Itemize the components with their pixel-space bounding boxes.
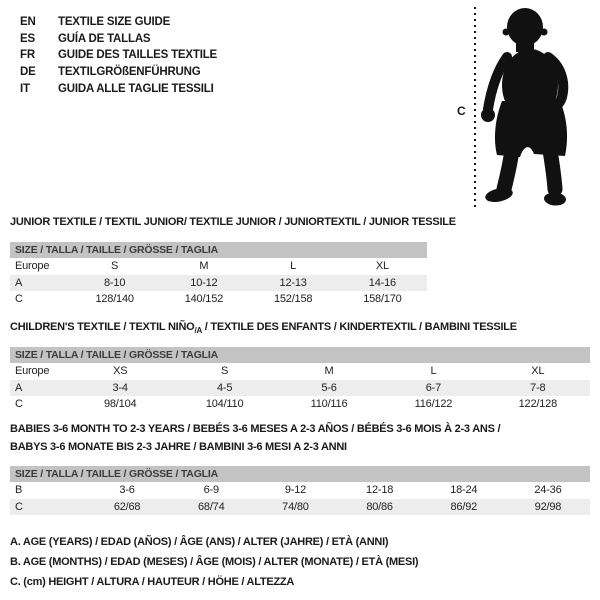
column-header: S [221, 365, 229, 378]
column-header: L [290, 260, 297, 273]
language-row [20, 14, 217, 31]
table-cell: 86/92 [450, 500, 478, 513]
table-cell: 68/74 [197, 500, 225, 513]
footnote-age-years: A. AGE (YEARS) / EDAD (AÑOS) / ÂGE (ANS) / ALTER (JAHRE) / ETÀ (ANNI) [10, 536, 389, 548]
table-cell: 122/128 [518, 398, 558, 411]
table-cell: 116/122 [414, 398, 453, 411]
language-row [20, 31, 217, 48]
table-cell: 152/158 [273, 293, 313, 306]
row-label: A [15, 276, 23, 289]
footnote-height-cm: C. (cm) HEIGHT / ALTURA / HAUTEUR / HÖHE / ALTEZZA [10, 576, 295, 588]
table-row-columns [10, 258, 427, 275]
table-cell: 3-4 [112, 381, 128, 394]
language-title-block [20, 14, 217, 97]
babies-size-table [10, 466, 590, 515]
table-cell: 104/110 [205, 398, 244, 411]
table-cell: 10-12 [190, 276, 218, 289]
language-code: ES [20, 32, 35, 45]
language-code: DE [20, 66, 36, 79]
language-row [20, 47, 217, 64]
table-cell: 74/80 [282, 500, 309, 513]
row-label: A [15, 381, 23, 394]
table-cell: 6-7 [425, 381, 442, 394]
table-row-age-months [10, 482, 590, 499]
language-row [20, 64, 217, 81]
column-header: L [430, 365, 437, 378]
children-size-table [10, 347, 590, 413]
language-code: FR [20, 49, 35, 62]
table-cell: 9-12 [284, 484, 307, 497]
table-row-height [10, 396, 590, 413]
toddler-silhouette [480, 5, 600, 213]
table-cell: 158/170 [363, 293, 402, 306]
table-cell: 3-6 [119, 484, 135, 497]
table-row-height [10, 291, 427, 308]
children-section-title [10, 318, 517, 340]
table-cell: 6-9 [203, 484, 219, 497]
table-cell: 24-36 [534, 484, 562, 497]
junior-size-table [10, 242, 427, 308]
language-code: IT [20, 82, 30, 95]
table-cell: 4-5 [216, 381, 233, 394]
table-row-age [10, 380, 590, 397]
column-header: XL [531, 365, 545, 378]
table-row-age [10, 275, 427, 292]
table-cell: 18-24 [450, 484, 478, 497]
column-header: M [324, 365, 334, 378]
size-header-bar: SIZE / TALLA / TAILLE / GRÖSSE / TAGLIA [10, 466, 590, 482]
dotted-measure-line [474, 7, 476, 208]
footnotes-block [10, 532, 418, 592]
row-label: C [15, 293, 23, 306]
table-cell: 5-6 [321, 381, 337, 394]
table-cell: 14-16 [368, 276, 396, 289]
table-row-columns [10, 363, 590, 380]
size-header-bar: SIZE / TALLA / TAILLE / GRÖSSE / TAGLIA [10, 242, 427, 258]
table-cell: 98/104 [103, 398, 137, 411]
babies-section-title [10, 420, 500, 456]
language-title: TEXTILE SIZE GUIDE [58, 16, 171, 29]
column-header: M [199, 260, 209, 273]
table-cell: 7-8 [530, 381, 546, 394]
language-title: GUIDA ALLE TAGLIE TESSILI [58, 82, 214, 95]
language-title: GUIDE DES TAILLES TEXTILE [58, 49, 217, 62]
table-cell: 8-10 [104, 276, 126, 289]
table-cell: 140/152 [184, 293, 224, 306]
row-label: C [15, 398, 23, 411]
language-title: TEXTILGRÖßENFÜHRUNG [58, 66, 201, 79]
table-cell: 128/140 [95, 293, 134, 306]
table-cell: 62/68 [113, 500, 141, 513]
table-cell: 80/86 [366, 500, 393, 513]
junior-section-title: JUNIOR TEXTILE / TEXTIL JUNIOR/ TEXTILE JUNIOR / JUNIORTEXTIL / JUNIOR TESSILE [10, 216, 456, 228]
column-header: S [111, 260, 119, 273]
table-row-height [10, 499, 590, 516]
language-row [20, 80, 217, 97]
language-code: EN [20, 16, 36, 29]
row-label: C [15, 500, 23, 513]
babies-title-line2: BABYS 3-6 MONATE BIS 2-3 JAHRE / BAMBINI 3-6 MESI A 2-3 ANNI [10, 441, 347, 453]
table-cell: 12-13 [279, 276, 307, 289]
table-cell: 110/116 [310, 398, 348, 411]
size-header-bar: SIZE / TALLA / TAILLE / GRÖSSE / TAGLIA [10, 347, 590, 363]
footnote-age-months: B. AGE (MONTHS) / EDAD (MESES) / ÂGE (MOIS) / ALTER (MONATE) / ETÀ (MESI) [10, 556, 419, 568]
children-title-suffix: / TEXTILE DES ENFANTS / KINDERTEXTIL / BAMBINI TESSILE [201, 321, 517, 333]
column-header: XL [375, 260, 389, 273]
language-title: GUÍA DE TALLAS [58, 32, 151, 45]
children-title-prefix: CHILDREN'S TEXTILE / TEXTIL NIÑO [10, 321, 195, 333]
row-label: Europe [15, 365, 50, 378]
row-label: Europe [15, 260, 50, 273]
table-cell: 92/98 [534, 500, 562, 513]
column-header: XS [113, 365, 128, 378]
height-measure-label: C [457, 104, 466, 118]
babies-title-line1: BABIES 3-6 MONTH TO 2-3 YEARS / BEBÉS 3-6 MESES A 2-3 AÑOS / BÉBÉS 3-6 MOIS À 2-3 ANS / [10, 423, 501, 435]
children-title-sub: /A [194, 326, 202, 336]
table-cell: 12-18 [366, 484, 394, 497]
row-label: B [15, 484, 23, 497]
